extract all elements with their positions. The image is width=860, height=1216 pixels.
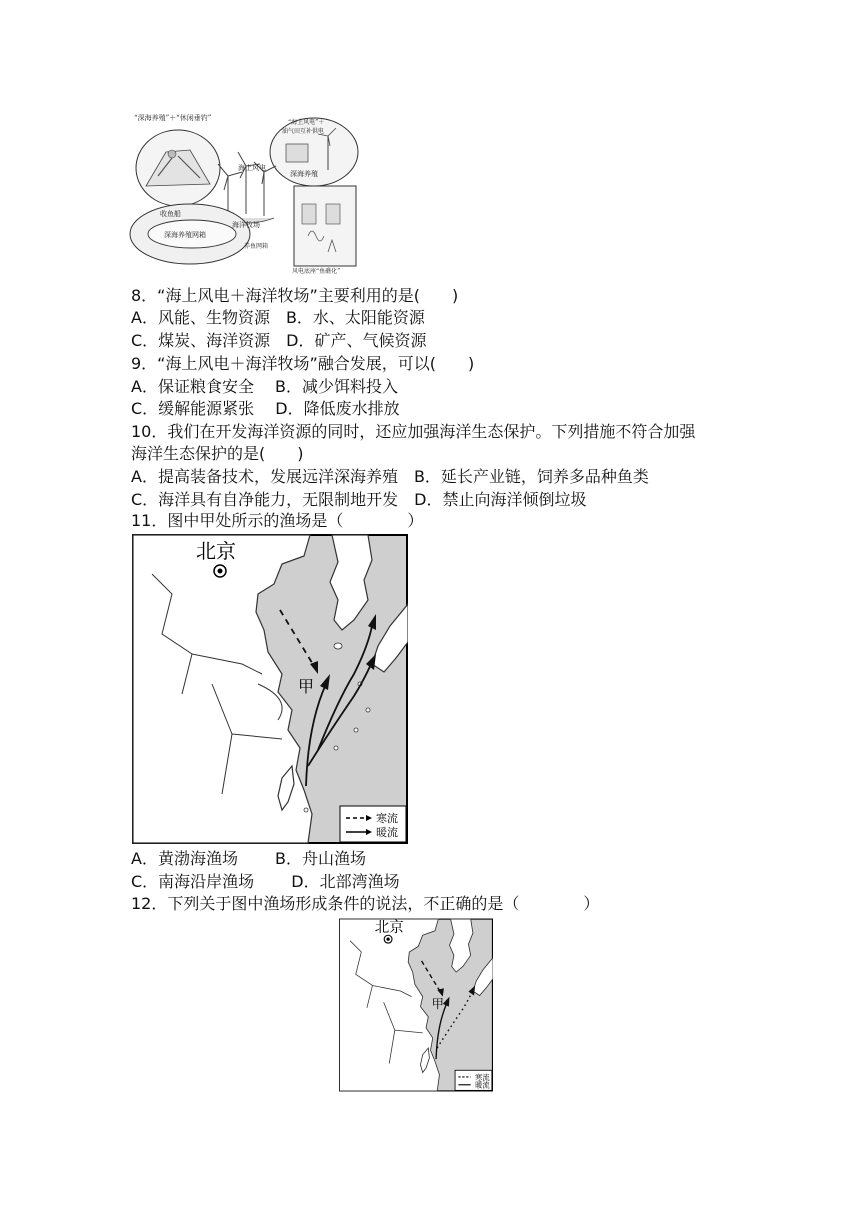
question-11-stem: 11．图中甲处所示的渔场是（ ） [131, 511, 424, 530]
question-10-option-line-2: C．海洋具有自净能力，无限制地开发 D．禁止向海洋倾倒垃圾 [131, 490, 587, 509]
wind-ranch-illustration [128, 106, 368, 276]
question-10-stem: 10．我们在开发海洋资源的同时，还应加强海洋生态保护。下列措施不符合加强 [131, 422, 696, 441]
question-10-stem-line-2: 海洋生态保护的是( ) [131, 444, 304, 463]
question-12-stem: 12．下列关于图中渔场形成条件的说法，不正确的是（ ） [131, 894, 600, 913]
small-legend-cold-current: 寒流 [475, 1072, 490, 1082]
label-deep-sea-leisure: “深海养殖”＋“休闲垂钓” [134, 114, 212, 122]
question-9-option-line-1: A．保证粮食安全 B．减少饵料投入 [131, 377, 399, 396]
small-map-capital-label: 北京 [374, 919, 404, 936]
small-legend-warm-current: 暖流 [475, 1080, 490, 1090]
question-9-option-line-2: C．缓解能源紧张 D．降低废水排放 [131, 399, 400, 418]
question-8-stem: 8．“海上风电＋海洋牧场”主要利用的是( ) [131, 286, 459, 305]
label-wind-gas: “海上风电”＋ [288, 119, 325, 126]
label-wind-gas-2: 油气田互补供电 [282, 128, 325, 135]
question-11-option-line-1: A．黄渤海渔场 B．舟山渔场 [131, 849, 367, 868]
label-fish-boat: 收鱼船 [160, 210, 181, 218]
map-point-label: 甲 [298, 677, 315, 696]
map-capital-label: 北京 [196, 539, 236, 563]
question-8-option-line-1: A．风能、生物资源 B．水、太阳能资源 [131, 308, 425, 327]
label-offshore-wind: 海上风电 [238, 164, 266, 172]
label-deep-sea-farming: 深海养殖 [290, 170, 318, 178]
question-8-option-line-2: C．煤炭、海洋资源 D．矿产、气候资源 [131, 331, 427, 350]
question-11-option-line-2: C．南海沿岸渔场 D．北部湾渔场 [131, 872, 400, 891]
question-10-option-line-1: A．提高装备技术，发展远洋深海养殖 B．延长产业链，饲养多品种鱼类 [131, 467, 649, 486]
legend-cold-current: 寒流 [376, 812, 398, 825]
label-fish-net: 养鱼网箱 [244, 243, 269, 250]
east-china-sea-map [132, 534, 408, 844]
label-marine-ranch: 海洋牧场 [232, 221, 260, 229]
small-map-point-label: 甲 [431, 996, 444, 1011]
label-deep-sea-cage: 深海养殖网箱 [164, 231, 206, 239]
label-reefing: 风电底座“鱼礁化” [292, 268, 341, 275]
legend-warm-current: 暖流 [376, 826, 398, 839]
question-9-stem: 9．“海上风电＋海洋牧场”融合发展，可以( ) [131, 354, 475, 373]
east-china-sea-map-small [339, 918, 493, 1092]
